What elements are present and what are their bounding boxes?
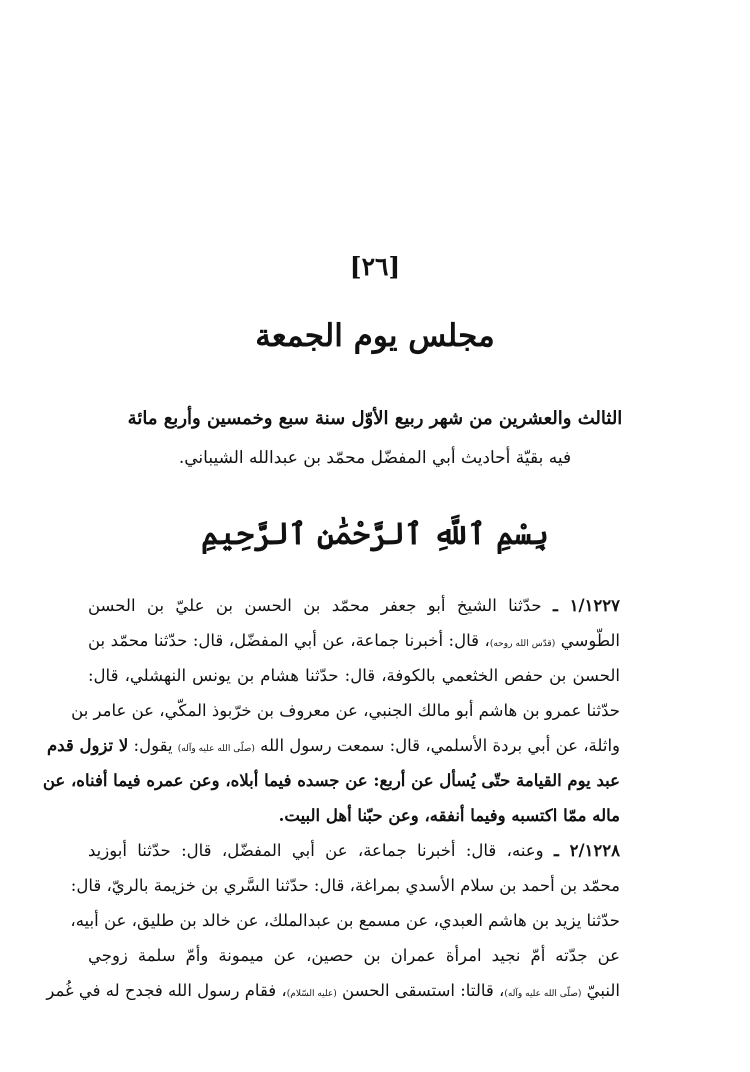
line-text: واثلة، عن أبي بردة الأسلمي، قال: سمعت رسول الله xyxy=(254,736,620,755)
text-line xyxy=(88,658,620,693)
honorific: (قدّس الله روحه) xyxy=(489,639,556,649)
honorific: (عليه السّلام) xyxy=(286,989,337,999)
line-text: يقول: xyxy=(128,736,178,755)
hadith-quote: عبد يوم القيامة حتّى يُسأل عن أربع: عن جسده فيما أبلاه، وعن عمره فيما أفناه، عن xyxy=(42,771,620,790)
text-line xyxy=(88,623,620,658)
hadith-number: ٢/١٢٢٨ ـ xyxy=(553,841,620,860)
line-text: حدّثنا يزيد بن هاشم العبدي، عن مسمع بن عبدالملك، عن خالد بن طليق، عن أبيه، xyxy=(70,911,620,930)
line-text: ، فقام رسول الله فجدح له في غُمر xyxy=(46,981,287,1000)
session-title: مجلس يوم الجمعة xyxy=(255,318,495,354)
hadith-body xyxy=(42,588,620,1008)
session-subtitle: فيه بقيّة أحاديث أبي المفضّل محمّد بن عبدالله الشيباني. xyxy=(178,448,572,468)
line-text: محمّد بن أحمد بن سلام الأسدي بمراغة، قال: حدّثنا السَّري بن خزيمة بالريّ، قال: xyxy=(70,876,620,895)
honorific: (صلّى الله عليه وآله) xyxy=(504,989,582,999)
line-text: ، قال: أخبرنا جماعة، عن أبي المفضّل، قال: حدّثنا محمّد بن xyxy=(88,631,490,650)
honorific: (صلّى الله عليه وآله) xyxy=(177,744,255,754)
text-line xyxy=(88,833,620,868)
line-text: حدّثنا عمرو بن هاشم أبو مالك الجنبي، عن معروف بن خرّبوذ المكّي، عن عامر بن xyxy=(71,701,620,720)
text-line xyxy=(70,903,620,938)
session-date: الثالث والعشرين من شهر ربيع الأوّل سنة سبع وخمسين وأربع مائة xyxy=(127,408,623,429)
hadith-number: ١/١٢٢٧ ـ xyxy=(552,596,620,615)
line-text: النبيّ xyxy=(581,981,620,1000)
line-text: الطّوسي xyxy=(555,631,620,650)
text-line xyxy=(70,868,620,903)
text-line xyxy=(71,693,620,728)
line-text: حدّثنا الشيخ أبو جعفر محمّد بن الحسن بن عليّ بن الحسن xyxy=(88,596,553,615)
text-line xyxy=(88,798,620,833)
hadith-quote: لا تزول قدم xyxy=(46,736,129,755)
text-line xyxy=(42,763,620,798)
line-text: الحسن بن حفص الخثعمي بالكوفة، قال: حدّثنا هشام بن يونس النهشلي، قال: xyxy=(88,666,620,685)
line-text: وعنه، قال: أخبرنا جماعة، عن أبي المفضّل، قال: حدّثنا أبوزيد xyxy=(88,841,554,860)
text-line xyxy=(88,588,620,623)
basmala: بِسْمِ ٱللَّهِ ٱلرَّحْمَٰنِ ٱلرَّحِيمِ xyxy=(201,517,549,552)
line-text: عن جدّته أمّ نجيد امرأة عمران بن حصين، عن ميمونة وأمّ سلمة زوجي xyxy=(88,946,620,965)
text-line xyxy=(46,728,620,763)
session-number: [٢٦] xyxy=(349,252,401,281)
line-text: ، قالتا: استسقى الحسن xyxy=(336,981,505,1000)
text-line xyxy=(46,973,620,1008)
text-line xyxy=(88,938,620,973)
hadith-quote: ماله ممّا اكتسبه وفيما أنفقه، وعن حبّنا أهل البيت. xyxy=(278,806,620,825)
